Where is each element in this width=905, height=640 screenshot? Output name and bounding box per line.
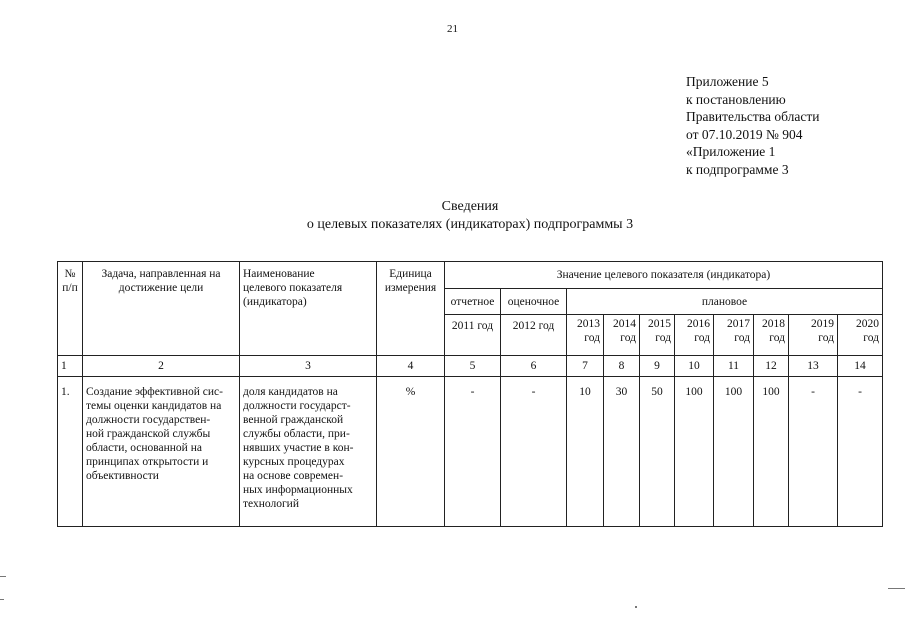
appendix-line: Правительства области <box>686 109 820 124</box>
table-row <box>58 377 883 527</box>
page-number: 21 <box>447 23 458 35</box>
header-year: 2012 год <box>501 315 567 356</box>
row-value: 100 <box>675 377 714 527</box>
header-reported: отчетное <box>445 289 501 315</box>
column-number: 14 <box>838 356 883 377</box>
row-value: 100 <box>714 377 754 527</box>
header-year: 2011 год <box>445 315 501 356</box>
scan-mark <box>0 576 6 577</box>
header-year: 2014 год <box>604 315 640 356</box>
row-value: 100 <box>754 377 789 527</box>
header-year: 2013 год <box>567 315 604 356</box>
row-value: - <box>789 377 838 527</box>
column-number: 12 <box>754 356 789 377</box>
row-unit: % <box>377 377 445 527</box>
header-year: 2019 год <box>789 315 838 356</box>
appendix-line: к постановлению <box>686 91 786 107</box>
header-year: 2018 год <box>754 315 789 356</box>
column-number: 3 <box>240 356 377 377</box>
row-value: 10 <box>567 377 604 527</box>
header-year: 2015 год <box>640 315 675 356</box>
column-number: 4 <box>377 356 445 377</box>
appendix-line: «Приложение 1 <box>686 144 776 159</box>
appendix-header <box>686 73 819 178</box>
row-task: Создание эффективной сис- темы оценки кандидатов на должности государствен- ной гражданской службы области, основанной на принципах открытости и объективности <box>83 377 240 527</box>
row-value: - <box>445 377 501 527</box>
column-number: 7 <box>567 356 604 377</box>
row-indicator: доля кандидатов на должности государст- венной гражданской службы области, при- нявших участие в кон- курсных процедурах на основе современ- ных информационных технологий <box>240 377 377 527</box>
column-number: 6 <box>501 356 567 377</box>
column-number: 11 <box>714 356 754 377</box>
header-unit: Единица измерения <box>377 262 445 356</box>
column-number: 9 <box>640 356 675 377</box>
header-num: № п/п <box>58 262 83 356</box>
row-value: - <box>501 377 567 527</box>
column-number: 13 <box>789 356 838 377</box>
indicators-table <box>57 261 883 527</box>
header-task: Задача, направленная на достижение цели <box>83 262 240 356</box>
appendix-line: Приложение 5 <box>686 74 769 89</box>
indicators-table-wrap <box>57 261 883 527</box>
appendix-line: от 07.10.2019 № 904 <box>686 126 803 142</box>
header-year: 2017 год <box>714 315 754 356</box>
header-year: 2020 год <box>838 315 883 356</box>
column-number: 2 <box>83 356 240 377</box>
header-planned: плановое <box>567 289 883 315</box>
row-value: 30 <box>604 377 640 527</box>
column-number: 10 <box>675 356 714 377</box>
column-number: 1 <box>58 356 83 377</box>
scan-speck <box>635 606 637 608</box>
header-year: 2016 год <box>675 315 714 356</box>
title-line-2: о целевых показателях (индикаторах) подпрограммы 3 <box>306 217 634 232</box>
header-estimated: оценочное <box>501 289 567 315</box>
column-number: 8 <box>604 356 640 377</box>
column-number: 5 <box>445 356 501 377</box>
title-line-1: Сведения <box>441 199 499 214</box>
header-indicator: Наименование целевого показателя (индикатора) <box>240 262 377 356</box>
scan-mark <box>888 588 905 589</box>
row-value: - <box>838 377 883 527</box>
row-value: 50 <box>640 377 675 527</box>
header-value-group: Значение целевого показателя (индикатора) <box>445 262 883 289</box>
document-title <box>0 198 905 234</box>
appendix-line: к подпрограмме 3 <box>686 161 789 177</box>
row-num: 1. <box>58 377 83 527</box>
scan-mark <box>0 599 4 600</box>
